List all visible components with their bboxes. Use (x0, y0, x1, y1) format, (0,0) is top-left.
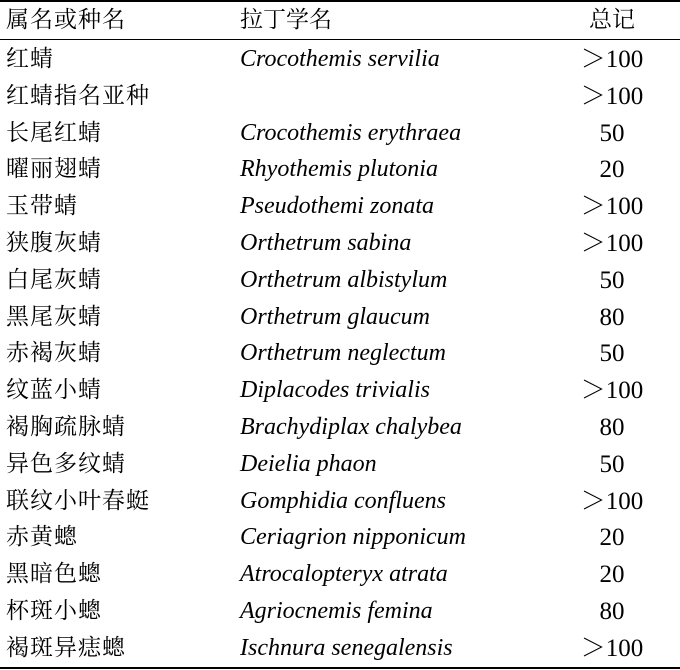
latin-cell: Orthetrum neglectum (240, 340, 446, 367)
table-row (0, 593, 680, 630)
genus-cell: 红蜻 (6, 46, 54, 72)
table-row (0, 483, 680, 520)
total-cell: ＞100 (580, 634, 644, 662)
total-cell: ＞100 (580, 230, 644, 257)
table-row (0, 262, 680, 299)
total-cell: 20 (599, 524, 625, 552)
latin-cell: Ischnura senegalensis (240, 634, 453, 661)
total-cell: 20 (599, 156, 625, 184)
latin-cell: Orthetrum sabina (240, 230, 412, 256)
table-row (0, 556, 680, 593)
total-cell: ＞100 (580, 377, 644, 405)
total-cell: 50 (599, 266, 625, 294)
header-latin: 拉丁学名 (240, 7, 332, 33)
genus-cell: 赤黄蟌 (6, 524, 78, 551)
genus-cell: 黑暗色蟌 (6, 561, 102, 588)
genus-cell: 杯斑小蟌 (6, 598, 102, 624)
latin-cell: Orthetrum glaucum (240, 303, 430, 330)
latin-cell: Ceriagrion nipponicum (240, 524, 466, 551)
table-row (0, 151, 680, 188)
genus-cell: 纹蓝小蜻 (6, 377, 102, 404)
header-genus: 属名或种名 (6, 7, 126, 33)
genus-cell: 长尾红蜻 (6, 119, 102, 146)
table-row (0, 335, 680, 372)
genus-cell: 赤褐灰蜻 (6, 340, 102, 367)
genus-cell: 白尾灰蜻 (6, 266, 102, 293)
genus-cell: 异色多纹蜻 (6, 450, 126, 477)
total-cell: 50 (599, 340, 625, 368)
header-total: 总记 (589, 7, 635, 33)
genus-cell: 联纹小叶春蜓 (6, 487, 150, 514)
total-cell: ＞100 (580, 193, 644, 221)
latin-cell: Crocothemis servilia (240, 46, 440, 72)
total-cell: 80 (599, 414, 625, 441)
table-row (0, 115, 680, 152)
genus-cell: 红蜻指名亚种 (6, 82, 150, 109)
bottom-rule (0, 667, 680, 669)
table-row (0, 78, 680, 115)
total-cell: 50 (599, 119, 625, 147)
latin-cell: Diplacodes trivialis (240, 377, 430, 404)
latin-cell: Crocothemis erythraea (240, 119, 462, 146)
genus-cell: 褐胸疏脉蜻 (6, 414, 126, 440)
genus-cell: 褐斑异痣蟌 (6, 634, 126, 661)
total-cell: 80 (599, 303, 625, 331)
header-rule (0, 39, 680, 40)
total-cell: ＞100 (580, 82, 644, 110)
latin-cell: Atrocalopteryx atrata (240, 561, 448, 588)
total-cell: 20 (599, 561, 625, 589)
total-cell: ＞100 (580, 46, 644, 73)
genus-cell: 狭腹灰蜻 (6, 230, 102, 256)
latin-cell: Deielia phaon (240, 450, 377, 477)
table-row (0, 372, 680, 409)
table-row (0, 225, 680, 262)
genus-cell: 玉带蜻 (6, 193, 78, 220)
header-row (0, 2, 680, 39)
latin-cell: Brachydiplax chalybea (240, 414, 462, 440)
latin-cell: Agriocnemis femina (240, 598, 433, 624)
latin-cell: Gomphidia confluens (240, 487, 446, 514)
table-row (0, 299, 680, 336)
table-row (0, 630, 680, 667)
latin-cell: Orthetrum albistylum (240, 266, 448, 293)
total-cell: 50 (599, 450, 625, 478)
genus-cell: 黑尾灰蜻 (6, 303, 102, 330)
genus-cell: 曜丽翅蜻 (6, 156, 102, 183)
table-row (0, 446, 680, 483)
table-row (0, 188, 680, 225)
total-cell: 80 (599, 598, 625, 625)
table-row (0, 519, 680, 556)
latin-cell: Rhyothemis plutonia (240, 156, 438, 183)
latin-cell: Pseudothemi zonata (240, 193, 434, 220)
table-row (0, 409, 680, 446)
total-cell: ＞100 (580, 487, 644, 515)
table-row (0, 41, 680, 78)
